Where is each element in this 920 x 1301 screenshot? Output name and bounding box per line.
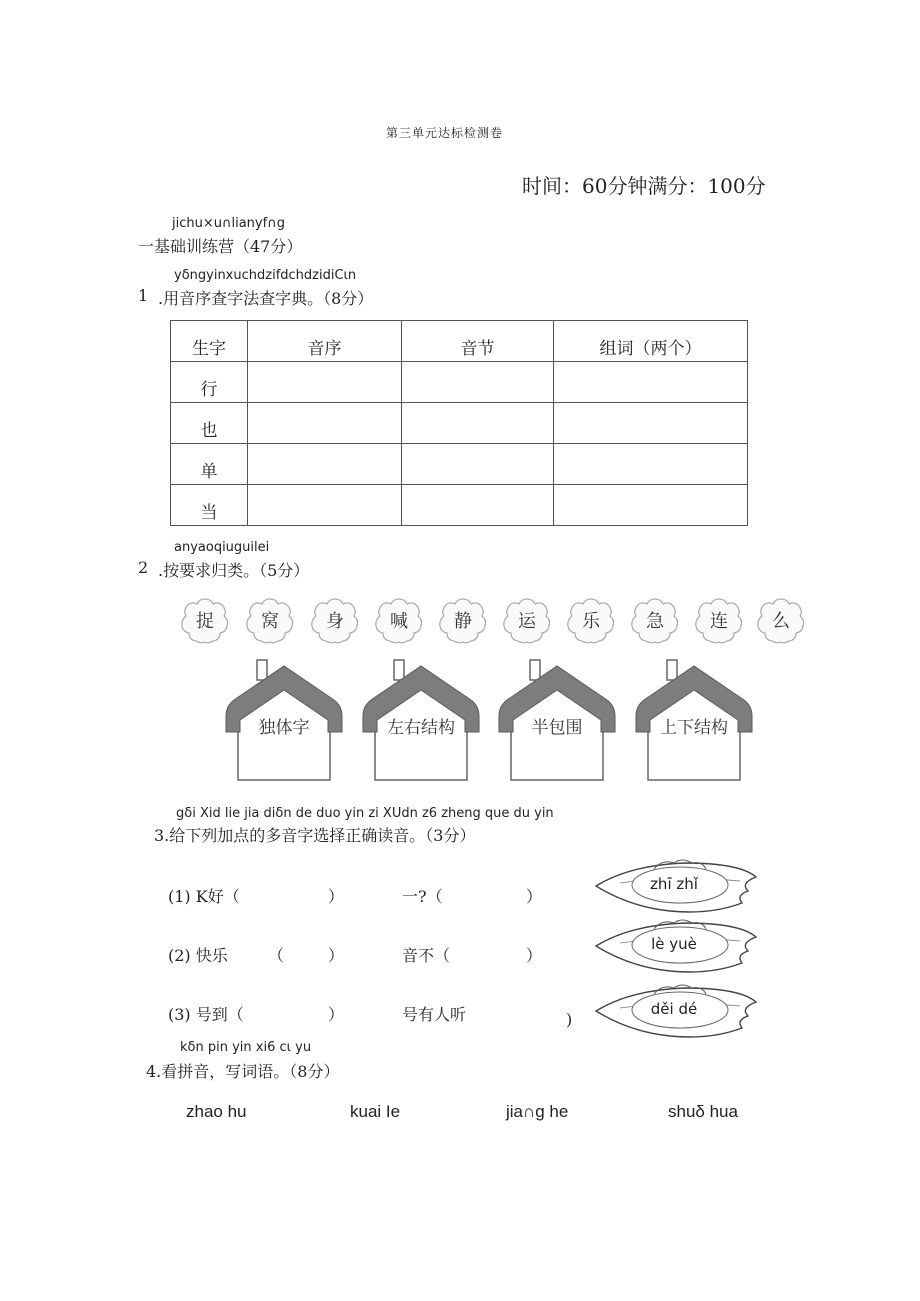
pinyin-leaf-1: zhī zhǐ bbox=[590, 855, 760, 917]
table-row bbox=[171, 362, 748, 403]
q4-text: 4.看拼音，写词语。（8分） bbox=[146, 1062, 340, 1081]
flower-char: 乐 bbox=[566, 596, 616, 646]
pinyin-leaf-3: děi dé bbox=[590, 980, 760, 1042]
house-half-enclosed-structure: 半包围 bbox=[497, 658, 617, 782]
q3-row1-left: (1) K好（ bbox=[168, 887, 240, 906]
q1-number: 1 bbox=[138, 286, 149, 305]
house-top-bottom-structure: 上下结构 bbox=[634, 658, 754, 782]
flower-char: 窝 bbox=[245, 596, 295, 646]
character-flowers bbox=[180, 596, 790, 648]
flower-char: 运 bbox=[502, 596, 552, 646]
q3-row1-left-close[interactable]: ） bbox=[328, 887, 345, 906]
flower-char: 喊 bbox=[374, 596, 424, 646]
word-pinyin: kuai Ie bbox=[350, 1102, 401, 1121]
q3-row2-left: (2) 快乐 bbox=[168, 946, 228, 965]
answer-cell[interactable] bbox=[402, 485, 554, 526]
flower-char: 连 bbox=[694, 596, 744, 646]
header-cell: 音序 bbox=[248, 321, 402, 362]
answer-cell[interactable] bbox=[554, 444, 748, 485]
q3-row2-left-close[interactable]: ） bbox=[328, 946, 345, 965]
q2-number: 2 bbox=[138, 558, 149, 577]
section1-heading: 一基础训练营（47分） bbox=[138, 237, 303, 256]
answer-cell[interactable] bbox=[248, 485, 402, 526]
word-pinyin: shuδ hua bbox=[668, 1102, 738, 1121]
q3-pinyin: gδi Xid lie jia diδn de duo yin zi XUdn z6 zheng que du yin bbox=[176, 806, 554, 821]
word-pinyin: zhao hu bbox=[186, 1102, 247, 1121]
answer-cell[interactable] bbox=[248, 403, 402, 444]
answer-cell[interactable] bbox=[402, 444, 554, 485]
q1-pinyin: yδngyinxuchdzifdchdzidiCιn bbox=[174, 268, 357, 283]
q2-pinyin: anyaoqiuguilei bbox=[174, 540, 270, 555]
page-title: 第三单元达标检测卷 bbox=[386, 126, 504, 140]
answer-cell[interactable] bbox=[248, 444, 402, 485]
q3-row3-right-close[interactable]: ) bbox=[566, 1010, 573, 1029]
q3-row2-right: 音不（ bbox=[402, 946, 451, 965]
table-row bbox=[171, 444, 748, 485]
q3-row2-right-close[interactable]: ） bbox=[526, 946, 543, 965]
q3-text: 3.给下列加点的多音字选择正确读音。（3分） bbox=[154, 826, 476, 845]
answer-cell[interactable] bbox=[554, 403, 748, 444]
section1-pinyin: jichu×u∩lianyf∩g bbox=[172, 216, 285, 231]
header-cell: 生字 bbox=[171, 321, 248, 362]
house-left-right-structure: 左右结构 bbox=[361, 658, 481, 782]
house-single-structure: 独体字 bbox=[224, 658, 344, 782]
header-cell: 音节 bbox=[402, 321, 554, 362]
q2-text: .按要求归类。（5分） bbox=[158, 561, 310, 580]
char-cell: 单 bbox=[171, 444, 248, 485]
char-cell: 也 bbox=[171, 403, 248, 444]
answer-cell[interactable] bbox=[554, 362, 748, 403]
q4-pinyin: kδn pin yin xi6 cι yu bbox=[180, 1040, 312, 1055]
flower-char: 静 bbox=[438, 596, 488, 646]
word-pinyin: jia∩g he bbox=[506, 1102, 569, 1121]
lookup-table bbox=[170, 320, 748, 526]
answer-cell[interactable] bbox=[402, 403, 554, 444]
flower-char: 捉 bbox=[180, 596, 230, 646]
q3-row1-right-close[interactable]: ） bbox=[526, 887, 543, 906]
char-cell: 当 bbox=[171, 485, 248, 526]
answer-cell[interactable] bbox=[402, 362, 554, 403]
table-row bbox=[171, 403, 748, 444]
q3-row2-left-open[interactable]: （ bbox=[268, 946, 285, 965]
q1-text: .用音序查字法查字典。（8分） bbox=[158, 289, 374, 308]
answer-cell[interactable] bbox=[554, 485, 748, 526]
header-cell: 组词（两个） bbox=[554, 321, 748, 362]
pinyin-leaf-2: lè yuè bbox=[590, 915, 760, 977]
time-info: 时间：60分钟满分：100分 bbox=[522, 174, 766, 198]
answer-cell[interactable] bbox=[248, 362, 402, 403]
flower-char: 急 bbox=[630, 596, 680, 646]
flower-char: 么 bbox=[756, 596, 806, 646]
table-row bbox=[171, 485, 748, 526]
q3-row3-left: (3) 号到（ bbox=[168, 1005, 244, 1024]
table-header-row bbox=[171, 321, 748, 362]
q3-row1-right: 一?（ bbox=[402, 887, 443, 906]
flower-char: 身 bbox=[310, 596, 360, 646]
q3-row3-left-close[interactable]: ） bbox=[328, 1005, 345, 1024]
char-cell: 行 bbox=[171, 362, 248, 403]
q3-row3-right: 号有人听 bbox=[402, 1005, 467, 1024]
